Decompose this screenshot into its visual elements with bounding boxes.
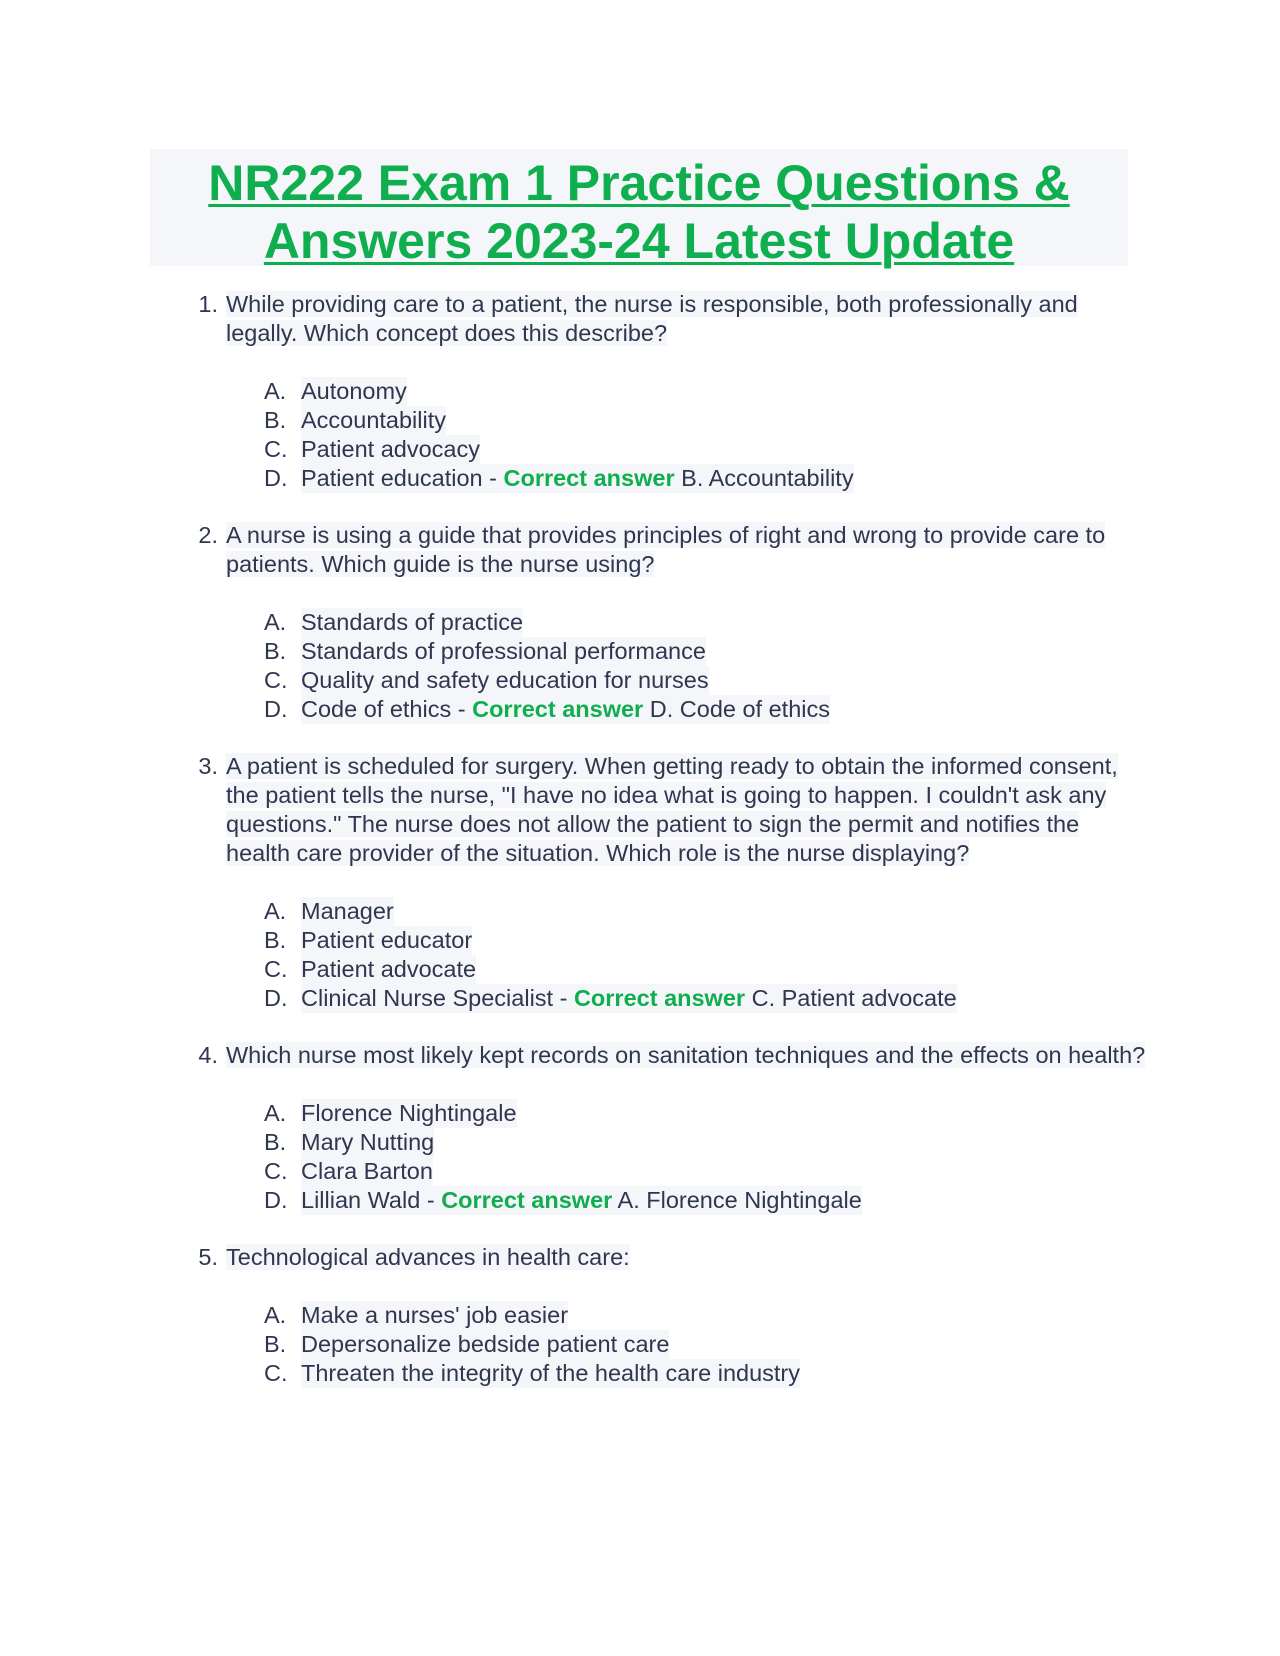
question-item xyxy=(150,1041,1146,1215)
option-text: Clinical Nurse Specialist - xyxy=(301,985,574,1011)
question-text: A patient is scheduled for surgery. When getting ready to obtain the informed consent, the patient tells the nurse, "I have no idea what is going to happen. I couldn't ask any questions." The nurse does not allow the patient to sign the permit and notifies the health care provider of the situation. Which role is the nurse displaying? xyxy=(226,753,1118,866)
option-item xyxy=(264,377,1146,406)
question-number: 5. xyxy=(198,1244,218,1270)
option-letter: C. xyxy=(264,667,288,693)
question-text: A nurse is using a guide that provides principles of right and wrong to provide care to patients. Which guide is the nurse using? xyxy=(226,522,1106,577)
option-item xyxy=(264,955,1146,984)
option-text: Clara Barton xyxy=(301,1158,433,1184)
option-item xyxy=(264,897,1146,926)
option-text: Standards of professional performance xyxy=(301,638,706,664)
question-number: 1. xyxy=(198,291,218,317)
option-item xyxy=(264,1301,1146,1330)
option-item xyxy=(264,695,1146,724)
option-item xyxy=(264,984,1146,1013)
option-letter: C. xyxy=(264,436,288,462)
answer-text: B. Accountability xyxy=(674,465,854,491)
option-letter: A. xyxy=(264,898,287,924)
option-letter: C. xyxy=(264,1158,288,1184)
answer-text: D. Code of ethics xyxy=(643,696,831,722)
option-text: Patient educator xyxy=(301,927,473,953)
option-text: Code of ethics - xyxy=(301,696,473,722)
option-item xyxy=(264,637,1146,666)
option-with-answer xyxy=(301,1186,862,1215)
option-with-answer xyxy=(301,695,830,724)
option-text: Make a nurses' job easier xyxy=(301,1302,569,1328)
option-letter: A. xyxy=(264,378,287,404)
option-item xyxy=(264,926,1146,955)
question-text: Technological advances in health care: xyxy=(226,1244,630,1270)
correct-answer-label: Correct answer xyxy=(472,696,644,722)
option-item xyxy=(264,1157,1146,1186)
option-letter: A. xyxy=(264,1302,287,1328)
option-item xyxy=(264,406,1146,435)
option-letter: A. xyxy=(264,1100,287,1126)
option-item xyxy=(264,608,1146,637)
correct-answer-label: Correct answer xyxy=(573,985,746,1011)
answer-text: C. Patient advocate xyxy=(745,985,957,1011)
question-text: Which nurse most likely kept records on sanitation techniques and the effects on health? xyxy=(226,1042,1146,1068)
option-text: Autonomy xyxy=(301,378,407,404)
option-text: Florence Nightingale xyxy=(301,1100,517,1126)
option-text: Quality and safety education for nurses xyxy=(301,667,709,693)
option-letter: B. xyxy=(264,407,287,433)
option-item xyxy=(264,1330,1146,1359)
question-text: While providing care to a patient, the nurse is responsible, both professionally and legally. Which concept does this describe? xyxy=(226,291,1078,346)
question-item xyxy=(150,752,1130,1013)
option-text: Lillian Wald - xyxy=(301,1187,442,1213)
option-letter: B. xyxy=(264,927,287,953)
option-list xyxy=(226,1099,1146,1215)
option-letter: D. xyxy=(264,985,288,1011)
option-text: Standards of practice xyxy=(301,609,524,635)
option-letter: C. xyxy=(264,1360,288,1386)
question-number: 3. xyxy=(198,753,218,779)
option-text: Accountability xyxy=(301,407,446,433)
option-list xyxy=(226,377,1146,493)
question-number: 2. xyxy=(198,522,218,548)
correct-answer-label: Correct answer xyxy=(503,465,675,491)
option-letter: D. xyxy=(264,465,288,491)
option-letter: A. xyxy=(264,609,287,635)
question-item xyxy=(150,290,1130,493)
question-item xyxy=(150,521,1130,724)
option-item xyxy=(264,1128,1146,1157)
option-with-answer xyxy=(301,464,854,493)
option-item xyxy=(264,1186,1146,1215)
correct-answer-label: Correct answer xyxy=(441,1187,613,1213)
option-text: Mary Nutting xyxy=(301,1129,435,1155)
option-letter: B. xyxy=(264,1331,287,1357)
option-list xyxy=(226,897,1146,1013)
option-list xyxy=(226,1301,1146,1388)
option-item xyxy=(264,435,1146,464)
option-text: Patient advocate xyxy=(301,956,477,982)
option-item xyxy=(264,1359,1146,1388)
option-letter: B. xyxy=(264,638,287,664)
question-number: 4. xyxy=(198,1042,218,1068)
question-item xyxy=(150,1243,1130,1388)
option-with-answer xyxy=(301,984,957,1013)
option-text: Patient advocacy xyxy=(301,436,480,462)
option-text: Threaten the integrity of the health care industry xyxy=(301,1360,801,1386)
option-letter: B. xyxy=(264,1129,287,1155)
option-item xyxy=(264,666,1146,695)
title-banner xyxy=(150,149,1128,269)
option-text: Manager xyxy=(301,898,394,924)
option-text: Depersonalize bedside patient care xyxy=(301,1331,670,1357)
option-text: Patient education - xyxy=(301,465,504,491)
page-title: NR222 Exam 1 Practice Questions & Answers 2023-24 Latest Update xyxy=(208,155,1070,269)
option-letter: D. xyxy=(264,696,288,722)
question-list xyxy=(150,290,1146,1388)
answer-text: A. Florence Nightingale xyxy=(612,1187,862,1213)
option-item xyxy=(264,464,1146,493)
option-letter: C. xyxy=(264,956,288,982)
option-letter: D. xyxy=(264,1187,288,1213)
option-item xyxy=(264,1099,1146,1128)
option-list xyxy=(226,608,1146,724)
